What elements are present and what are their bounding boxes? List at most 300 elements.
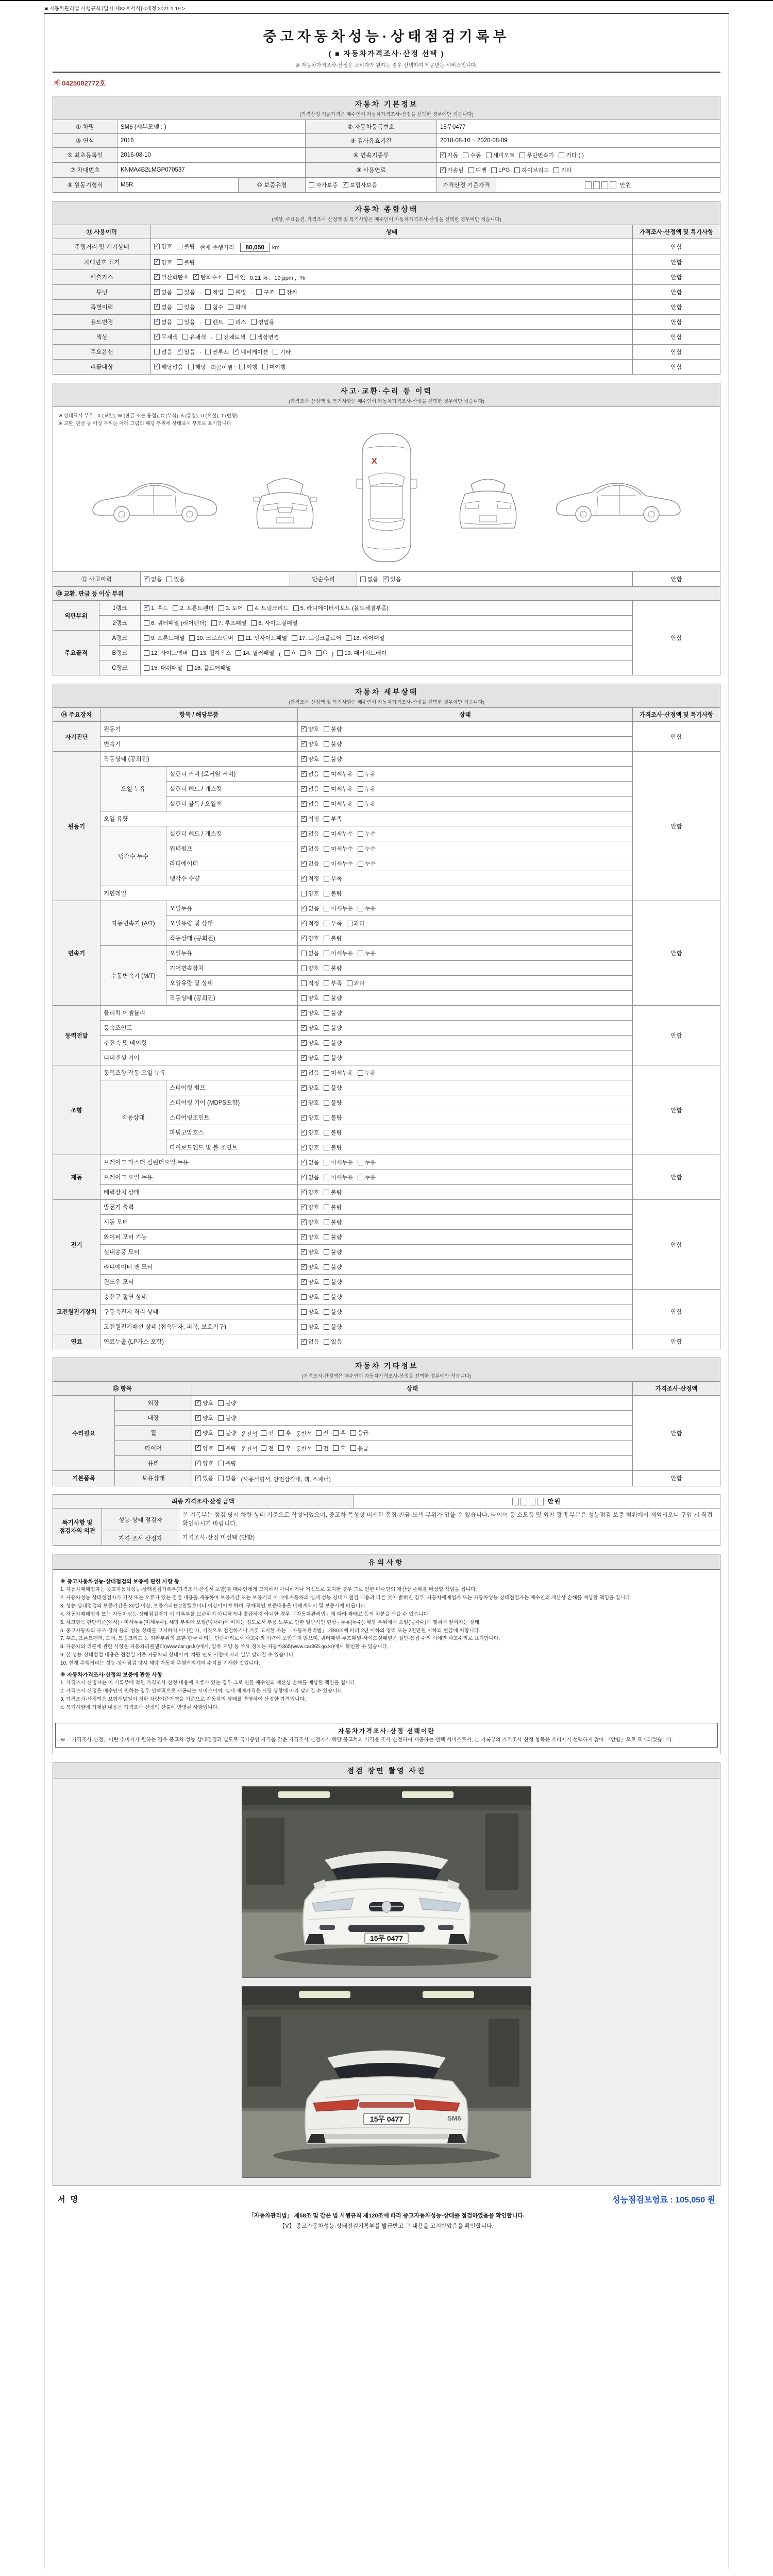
checkbox-label: 미세누유 (331, 801, 353, 807)
accident-history-state (141, 572, 290, 587)
checkbox-box (301, 726, 307, 732)
checkbox-과다[interactable] (347, 979, 365, 987)
checkbox-없음[interactable] (360, 575, 378, 583)
checkbox-양호[interactable] (301, 1233, 319, 1241)
checkbox-적법[interactable] (205, 288, 223, 296)
checkbox-렌트[interactable] (205, 318, 223, 326)
checkbox-label: 양호 (308, 1145, 320, 1151)
checkbox-box (343, 182, 348, 188)
misc-item-label: 타이어 (115, 1440, 192, 1456)
checkbox-불량[interactable] (324, 994, 342, 1002)
notice-item: 3. 가격조사·산정액은 보험개발원이 정한 차량기준가액을 기준으로 자동차의 상태를 반영하여 산정한 가격입니다. (60, 1696, 306, 1702)
checkbox-미세누유[interactable] (324, 1158, 353, 1166)
item-label: 등속조인트 (100, 1021, 298, 1036)
checkbox-B[interactable] (300, 650, 311, 656)
summary-row (53, 329, 720, 344)
checkbox-누수[interactable] (358, 844, 376, 853)
checkbox-과다[interactable] (347, 919, 365, 927)
checkbox-불량[interactable] (324, 1113, 342, 1122)
checkbox-9. 프론트패널[interactable] (144, 634, 184, 642)
checkbox-자동[interactable] (440, 151, 458, 159)
accident-note: (가격조사·산정액 및 특기사항은 매수인이 자동차가격조사·산정을 선택한 경우에만 적습니다) (289, 399, 484, 404)
checkbox-후[interactable] (278, 1444, 291, 1452)
checkbox-불량[interactable] (324, 1203, 342, 1211)
checkbox-하이브리드[interactable] (514, 166, 549, 174)
checkbox-label: 8. 사이드실패널 (258, 620, 298, 626)
checkbox-부족[interactable] (324, 979, 342, 987)
rank-label: A랭크 (99, 631, 141, 646)
checkbox-불량[interactable] (324, 755, 342, 763)
checkbox-있음[interactable] (177, 318, 195, 326)
checkbox-디젤[interactable] (468, 166, 486, 174)
item-state (298, 1110, 633, 1125)
checkbox-누유[interactable] (358, 800, 376, 808)
checkbox-미세누유[interactable] (324, 949, 353, 957)
checkbox-box (324, 876, 329, 882)
checkbox-16. 플로어패널[interactable] (187, 664, 231, 672)
checkbox-불량[interactable] (324, 889, 342, 897)
outer-panel-group: 외판부위 (53, 601, 99, 631)
checkbox-label: 17. 트렁크플로어 (299, 635, 342, 641)
checkbox-후[interactable] (333, 1429, 346, 1437)
checkbox-없음[interactable] (301, 1069, 319, 1077)
checkbox-후[interactable] (278, 1429, 291, 1437)
checkbox-양호[interactable] (301, 1143, 319, 1151)
checkbox-있음[interactable] (177, 288, 195, 296)
checkbox-양호[interactable] (301, 1323, 319, 1331)
checkbox-양호[interactable] (301, 1054, 319, 1062)
checkbox-box (218, 1476, 224, 1481)
checkbox-불량[interactable] (218, 1429, 236, 1437)
checkbox-유채색[interactable] (182, 333, 206, 341)
checkbox-11. 인사이드패널[interactable] (238, 634, 287, 642)
checkbox-응급[interactable] (350, 1429, 368, 1437)
checkbox-불량[interactable] (324, 725, 342, 733)
checkbox-label: 영업용 (258, 319, 275, 326)
row-state (151, 359, 633, 375)
checkbox-17. 트렁크플로어[interactable] (292, 634, 341, 642)
checkbox-미세누유[interactable] (324, 1069, 353, 1077)
checkbox-무단변속기[interactable] (519, 151, 554, 159)
checkbox-label: 19. 패키지트레이 (344, 650, 387, 656)
checkbox-불량[interactable] (218, 1414, 236, 1422)
checkbox-매연[interactable] (227, 273, 245, 281)
checkbox-box (301, 801, 307, 807)
checkbox-적정[interactable] (301, 979, 319, 987)
checkbox-화재[interactable] (228, 303, 246, 311)
checkbox-양호[interactable] (301, 1293, 319, 1301)
checkbox-미세누유[interactable] (324, 785, 353, 793)
checkbox-label: 과다 (354, 921, 365, 927)
item-state (298, 856, 633, 871)
checkbox-label: 있음 (184, 349, 195, 355)
checkbox-부족[interactable] (324, 919, 342, 927)
checkbox-미세누유[interactable] (324, 770, 353, 778)
checkbox-A[interactable] (284, 650, 295, 656)
first-reg-value: 2016-08-10 (117, 148, 306, 163)
checkbox-누수[interactable] (358, 829, 376, 838)
checkbox-양호[interactable] (301, 725, 319, 733)
damage-diagram-box (53, 407, 720, 572)
checkbox-썬루프[interactable] (205, 348, 229, 356)
checkbox-box (346, 635, 351, 641)
checkbox-양호[interactable] (301, 994, 319, 1002)
checkbox-전[interactable] (316, 1444, 329, 1452)
checkbox-양호[interactable] (195, 1444, 213, 1452)
checkbox-장치[interactable] (279, 288, 297, 296)
checkbox-누유[interactable] (358, 904, 376, 912)
checkbox-box (292, 635, 297, 641)
checkbox-box (324, 831, 329, 837)
checkbox-부족[interactable] (324, 874, 342, 883)
item-state (298, 1095, 633, 1110)
checkbox-불량[interactable] (324, 1308, 342, 1316)
checkbox-탄화수소[interactable] (193, 273, 223, 281)
checkbox-미세누수[interactable] (324, 859, 353, 868)
checkbox-구조[interactable] (256, 288, 274, 296)
checkbox-없음[interactable] (144, 575, 162, 583)
checkbox-13. 휠하우스[interactable] (192, 649, 231, 657)
checkbox-불량[interactable] (324, 1263, 342, 1271)
row-state (151, 299, 633, 314)
checkbox-양호[interactable] (301, 934, 319, 942)
checkbox-양호[interactable] (301, 1024, 319, 1032)
checkbox-응급[interactable] (350, 1444, 368, 1452)
row-price: 안함 (633, 329, 720, 344)
checkbox-전[interactable] (261, 1444, 274, 1452)
checkbox-누유[interactable] (358, 770, 376, 778)
checkbox-box (278, 1430, 284, 1436)
checkbox-양호[interactable] (301, 1188, 319, 1196)
checkbox-label: 불법 (235, 289, 246, 296)
checkbox-없음[interactable] (301, 800, 319, 808)
checkbox-침수[interactable] (205, 303, 223, 311)
checkbox-label: 불량 (225, 1430, 237, 1436)
checkbox-미세누수[interactable] (324, 829, 353, 838)
checkbox-label: 없음 (161, 304, 173, 311)
checkbox-label: 없음 (161, 349, 173, 355)
checkbox-box (218, 1430, 224, 1436)
appraisal-info-box (55, 1723, 718, 1748)
checkbox-있음[interactable] (166, 575, 184, 583)
checkbox-적정[interactable] (301, 815, 319, 823)
checkbox-양호[interactable] (195, 1459, 213, 1467)
checkbox-양호[interactable] (195, 1399, 213, 1407)
checkbox-1. 후드[interactable] (144, 604, 168, 612)
checkbox-불량[interactable] (324, 1143, 342, 1151)
checkbox-불량[interactable] (218, 1459, 236, 1467)
checkbox-불량[interactable] (324, 740, 342, 748)
checkbox-양호[interactable] (301, 1203, 319, 1211)
checkbox-가솔린[interactable] (440, 166, 464, 174)
checkbox-적정[interactable] (301, 874, 319, 883)
checkbox-box (195, 1445, 201, 1451)
checkbox-없음[interactable] (154, 288, 172, 296)
checkbox-누수[interactable] (358, 859, 376, 868)
checkbox-일산화탄소[interactable] (154, 273, 189, 281)
checkbox-양호[interactable] (301, 964, 319, 972)
model-badge: SM6 (447, 2114, 461, 2123)
checkbox-7. 루프패널[interactable] (211, 619, 247, 627)
item-state (298, 811, 633, 826)
checkbox-19. 패키지트레이[interactable] (337, 649, 386, 657)
checkbox-양호[interactable] (301, 1083, 319, 1092)
checkbox-양호[interactable] (195, 1414, 213, 1422)
checkbox-누유[interactable] (358, 949, 376, 957)
checkbox-box (154, 259, 160, 265)
checkbox-미세누수[interactable] (324, 844, 353, 853)
checkbox-없음[interactable] (301, 770, 319, 778)
checkbox-양호[interactable] (301, 889, 319, 897)
checkbox-미세누유[interactable] (324, 1173, 353, 1181)
checkbox-없음[interactable] (301, 829, 319, 838)
checkbox-불량[interactable] (324, 1323, 342, 1331)
title-box (53, 20, 720, 73)
checkbox-없음[interactable] (301, 785, 319, 793)
checkbox-불량[interactable] (177, 242, 195, 250)
checkbox-없음[interactable] (301, 904, 319, 912)
checkbox-불량[interactable] (324, 1128, 342, 1137)
checkbox-기타[interactable] (273, 348, 291, 356)
group-price: 안함 (633, 1200, 720, 1290)
detail-title: 자동차 세부상태 (355, 688, 418, 696)
checkbox-있음[interactable] (195, 1474, 213, 1482)
checkbox-box (333, 1445, 339, 1451)
checkbox-8. 사이드실패널[interactable] (251, 619, 297, 627)
panel-damage-table (53, 586, 720, 675)
checkbox-수동[interactable] (463, 151, 481, 159)
checkbox-15. 대쉬패널[interactable] (144, 664, 182, 672)
checkbox-불량[interactable] (177, 258, 195, 266)
checkbox-2. 프론트펜더[interactable] (173, 604, 213, 612)
notices-section (53, 1554, 720, 1754)
item-state (298, 1230, 633, 1245)
checkbox-양호[interactable] (301, 1098, 319, 1107)
checkbox-label: 불량 (331, 1249, 342, 1256)
final-price-unit: 만원 (547, 1498, 562, 1505)
row-label: 배출가스 (53, 269, 151, 284)
item-label: 브레이크 오일 누유 (100, 1170, 298, 1185)
checkbox-무채색[interactable] (154, 333, 178, 341)
checkbox-불량[interactable] (218, 1399, 236, 1407)
checkbox-label: 누유 (364, 801, 376, 807)
car-diagram-front (251, 458, 318, 538)
checkbox-자가보증[interactable] (309, 181, 338, 189)
checkbox-label: 양호 (203, 1415, 214, 1421)
checkbox-불량[interactable] (324, 1278, 342, 1286)
checkbox-6. 쿼터패널 (리어펜더)[interactable] (144, 619, 207, 627)
checkbox-불량[interactable] (324, 1188, 342, 1196)
checkbox-4. 트렁크리드[interactable] (247, 604, 288, 612)
checkbox-없음[interactable] (301, 1173, 319, 1181)
checkbox-box (177, 349, 182, 354)
checkbox-5. 라디에이터서포트 (볼트체결부품)[interactable] (293, 604, 389, 612)
checkbox-양호[interactable] (301, 1039, 319, 1047)
checkbox-label: 15. 대쉬패널 (151, 665, 182, 671)
table-header-row (53, 708, 720, 722)
checkbox-box (301, 1234, 307, 1240)
detail-row (53, 752, 720, 767)
checkbox-해당[interactable] (188, 363, 206, 371)
checkbox-없음[interactable] (301, 1337, 319, 1346)
detail-row (53, 1200, 720, 1215)
detail-row (53, 1080, 720, 1095)
checkbox-불량[interactable] (324, 1024, 342, 1032)
rank-row (53, 616, 720, 631)
checkbox-label: 응급 (357, 1430, 369, 1436)
checkbox-있음[interactable] (177, 348, 195, 356)
checkbox-양호[interactable] (301, 1128, 319, 1137)
checkbox-3. 도어[interactable] (219, 604, 243, 612)
checkbox-양호[interactable] (301, 1218, 319, 1226)
checkbox-box (195, 1476, 201, 1481)
engine-type-value: M5R (117, 178, 239, 193)
checkbox-누유[interactable] (358, 1173, 376, 1181)
checkbox-리스[interactable] (228, 318, 246, 326)
checkbox-없음[interactable] (154, 303, 172, 311)
checkbox-누유[interactable] (358, 1158, 376, 1166)
checkbox-부족[interactable] (324, 815, 342, 823)
item-label: 브레이크 마스터 실린더오일 누유 (100, 1155, 298, 1170)
checkbox-양호[interactable] (301, 1308, 319, 1316)
checkbox-불량[interactable] (324, 1039, 342, 1047)
checkbox-기타 ( )[interactable] (559, 151, 584, 159)
inline-text: 현재 주행거리 (199, 244, 234, 251)
checkbox-적정[interactable] (301, 919, 319, 927)
checkbox-불량[interactable] (324, 1009, 342, 1017)
checkbox-전체도색[interactable] (216, 333, 245, 341)
notice-item: 6. 중고자동차의 구조·장치 등의 성능·상태를 고지하지 아니한 자, 거짓으로 점검하거나 거짓 고지한 자는 「자동차관리법」 제80조에 따라 2년 이하의 징역 또는 2천만원 이하의 벌금에 처합니다. (60, 1628, 480, 1634)
checkbox-box (211, 620, 217, 626)
checkbox-불량[interactable] (324, 1293, 342, 1301)
row-price: 안함 (633, 269, 720, 284)
checkbox-미세누유[interactable] (324, 904, 353, 912)
checkbox-색상변경[interactable] (250, 333, 279, 341)
checkbox-14. 필러패널[interactable] (236, 649, 274, 657)
checkbox-없음[interactable] (301, 1158, 319, 1166)
checkbox-없음[interactable] (218, 1474, 236, 1482)
checkbox-보험사보증[interactable] (343, 181, 377, 189)
checkbox-양호[interactable] (301, 1278, 319, 1286)
checkbox-label: 일산화탄소 (161, 274, 189, 281)
checkbox-해당없음[interactable] (154, 363, 183, 371)
checkbox-기타[interactable] (553, 166, 572, 174)
checkbox-label: 불량 (331, 1219, 342, 1226)
checkbox-불량[interactable] (324, 1054, 342, 1062)
checkbox-10. 크로스멤버[interactable] (189, 634, 233, 642)
checkbox-box (301, 921, 307, 926)
checkbox-label: 불량 (331, 1010, 342, 1016)
col-state: 상태 (192, 1382, 633, 1396)
misc-row (53, 1456, 720, 1471)
inline-text: · (250, 290, 253, 296)
item-state (298, 782, 633, 796)
checkbox-없음[interactable] (301, 859, 319, 868)
rank-row (53, 646, 720, 660)
accident-section (53, 383, 720, 675)
checkbox-불량[interactable] (324, 1098, 342, 1107)
checkbox-불량[interactable] (324, 1248, 342, 1256)
detail-section (53, 684, 720, 1349)
checkbox-LPG[interactable] (491, 167, 510, 173)
checkbox-없음[interactable] (301, 949, 319, 957)
checkbox-있음[interactable] (383, 575, 401, 583)
checkbox-전[interactable] (316, 1429, 329, 1437)
checkbox-미이행[interactable] (262, 363, 286, 371)
checkbox-미세누유[interactable] (324, 800, 353, 808)
checkbox-세미오토[interactable] (486, 151, 515, 159)
checkbox-양호[interactable] (301, 1009, 319, 1017)
checkbox-불량[interactable] (218, 1444, 236, 1452)
checkbox-불량[interactable] (324, 1233, 342, 1241)
checkbox-후[interactable] (333, 1444, 346, 1452)
item-label: 스티어링 펌프 (166, 1080, 298, 1095)
checkbox-양호[interactable] (301, 740, 319, 748)
checkbox-영업용[interactable] (251, 318, 275, 326)
checkbox-없음[interactable] (154, 348, 172, 356)
checkbox-있음[interactable] (177, 303, 195, 311)
checkbox-양호[interactable] (154, 242, 172, 250)
checkbox-box (301, 1130, 307, 1136)
checkbox-양호[interactable] (301, 755, 319, 763)
checkbox-label: 응급 (357, 1445, 369, 1452)
checkbox-불량[interactable] (324, 964, 342, 972)
checkbox-양호[interactable] (301, 1263, 319, 1271)
checkbox-양호[interactable] (154, 258, 172, 266)
checkbox-전[interactable] (261, 1429, 274, 1437)
item-state (298, 1334, 633, 1349)
checkbox-양호[interactable] (301, 1248, 319, 1256)
misc-item-state (192, 1456, 633, 1471)
checkbox-없음[interactable] (154, 318, 172, 326)
checkbox-label: 있음 (174, 577, 185, 583)
checkbox-양호[interactable] (301, 1113, 319, 1122)
checkbox-12. 사이드멤버[interactable] (144, 649, 188, 657)
document-subtitle: ( ■ 자동차가격조사·산정 선택 ) (328, 49, 445, 58)
checkbox-없음[interactable] (301, 844, 319, 853)
blank-box (593, 181, 600, 189)
checkbox-이행[interactable] (239, 363, 257, 371)
checkbox-불량[interactable] (324, 934, 342, 942)
car-name-label: ① 차명 (53, 120, 117, 134)
checkbox-box (177, 304, 182, 310)
notice-section-title: ※ 중고자동차성능·상태점검의 보증에 관한 사항 등 (60, 1578, 180, 1585)
checkbox-누유[interactable] (358, 1069, 376, 1077)
checkbox-C[interactable] (316, 650, 327, 656)
checkbox-box (358, 786, 363, 792)
checkbox-불량[interactable] (324, 1218, 342, 1226)
checkbox-18. 리어패널[interactable] (346, 634, 384, 642)
checkbox-label: 전 (268, 1445, 274, 1452)
checkbox-불법[interactable] (228, 288, 246, 296)
checkbox-label: 양호 (308, 1010, 320, 1016)
checkbox-불량[interactable] (324, 1083, 342, 1092)
checkbox-box (177, 244, 182, 249)
inline-text: 0.21 % , (249, 275, 271, 281)
checkbox-label: 없음 (308, 1175, 320, 1181)
checkbox-box (324, 726, 329, 732)
checkbox-box (301, 1115, 307, 1121)
detail-row (53, 1036, 720, 1050)
checkbox-있음[interactable] (324, 1337, 342, 1346)
checkbox-label: 양호 (203, 1430, 214, 1436)
checkbox-누유[interactable] (358, 785, 376, 793)
checkbox-네비게이션[interactable] (233, 348, 268, 356)
detail-row (53, 1185, 720, 1200)
row-price: 안함 (633, 284, 720, 299)
checkbox-양호[interactable] (195, 1429, 213, 1437)
item-state (298, 826, 633, 841)
